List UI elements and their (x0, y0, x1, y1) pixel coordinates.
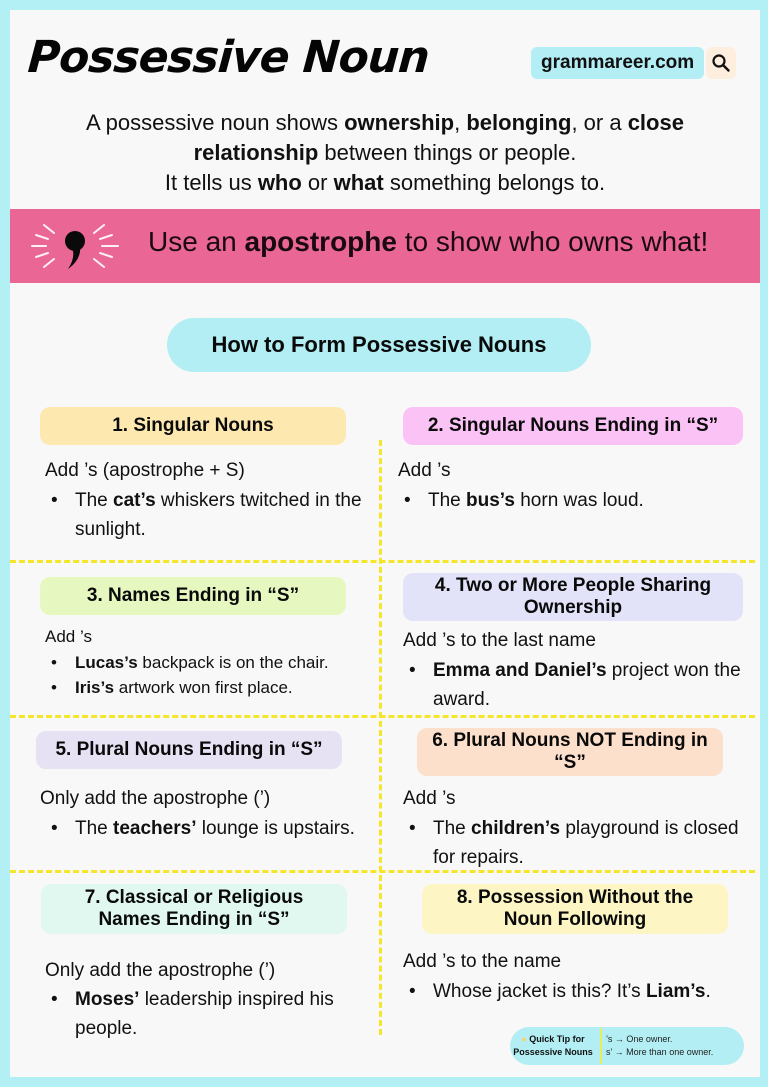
intro-text: A possessive noun shows (86, 110, 345, 135)
intro-bold: what (333, 170, 384, 195)
rule-heading-text: 3. Names Ending in “S” (86, 585, 300, 606)
tip-divider (600, 1028, 602, 1064)
rule-heading-text: 8. Possession Without the Noun Following (456, 887, 694, 930)
example-text: The (428, 490, 467, 511)
example-text: Whose jacket is this? It’s (433, 981, 646, 1002)
intro-line-2 (10, 138, 760, 168)
example-text: leadership inspired his people. (75, 989, 334, 1039)
rule-example-5 (45, 814, 365, 843)
rule-heading-7 (41, 884, 347, 934)
example-text: horn was loud. (514, 490, 644, 511)
tip-label-text: Quick Tip for (529, 1034, 585, 1044)
intro-text: , or a (571, 110, 628, 135)
bullet-icon: • (409, 660, 416, 681)
intro-text: It tells us (164, 170, 258, 195)
rule-description-6: Add ’s (403, 788, 456, 809)
rule-example-7 (45, 985, 375, 1043)
comma-burst-icon (14, 211, 134, 281)
rule-heading-3 (40, 577, 346, 615)
intro-line-1 (10, 108, 760, 138)
section-heading: How to Form Possessive Nouns (167, 318, 591, 372)
tip-label-line-2: Possessive Nouns (513, 1047, 593, 1057)
intro-text: something belongs to. (383, 170, 606, 195)
vertical-divider (379, 440, 382, 1035)
apostrophe-banner (10, 209, 760, 283)
rule-heading-4 (403, 573, 743, 621)
example-bold: Moses’ (75, 989, 140, 1010)
intro-bold: who (257, 170, 302, 195)
rule-heading-text: 4. Two or More People Sharing Ownership (434, 575, 712, 618)
rule-example-1 (45, 486, 365, 544)
rule-example-3a (45, 650, 405, 675)
search-icon[interactable] (706, 47, 736, 79)
bullet-icon: • (51, 490, 58, 511)
bullet-icon: • (409, 981, 416, 1002)
rule-heading-5 (36, 731, 342, 769)
rule-example-8 (403, 977, 768, 1006)
example-bold: bus’s (466, 490, 515, 511)
bullet-icon: • (51, 678, 57, 697)
rule-description-2: Add ’s (398, 460, 451, 481)
example-bold: teachers’ (113, 818, 197, 839)
rule-heading-text: 5. Plural Nouns Ending in “S” (55, 739, 323, 760)
bullet-icon: • (51, 818, 58, 839)
rule-example-3b (45, 675, 405, 700)
example-text: The (75, 490, 114, 511)
intro-text: , (454, 110, 467, 135)
banner-text-part: to show who owns what! (396, 226, 709, 257)
intro-bold: belonging (466, 110, 572, 135)
rule-heading-8 (422, 884, 728, 934)
bullet-icon: • (404, 490, 411, 511)
example-text: The (75, 818, 114, 839)
rule-example-6 (403, 814, 753, 872)
banner-text (148, 226, 708, 258)
intro-text: or (301, 170, 334, 195)
site-name[interactable]: grammareer.com (531, 47, 704, 79)
example-bold: Emma and Daniel’s (433, 660, 607, 681)
site-badge[interactable] (531, 47, 736, 79)
quick-tip (510, 1027, 744, 1065)
tip-line-2: s’ → More than one owner. (606, 1047, 714, 1057)
example-bold: Liam’s (645, 981, 706, 1002)
example-text: artwork won first place. (114, 678, 293, 697)
example-text: The (433, 818, 472, 839)
example-bold: cat’s (113, 490, 156, 511)
intro-paragraph (10, 108, 760, 198)
rule-heading-6 (417, 728, 723, 776)
intro-bold: ownership (344, 110, 455, 135)
rule-description-4: Add ’s to the last name (403, 630, 596, 651)
rule-heading-2 (403, 407, 743, 445)
rule-description-1: Add ’s (apostrophe + S) (45, 460, 245, 481)
rule-heading-1 (40, 407, 346, 445)
tip-line-1: ’s → One owner. (606, 1034, 673, 1044)
example-text: backpack is on the chair. (137, 653, 329, 672)
bullet-icon: • (409, 818, 416, 839)
infographic-card (10, 10, 760, 1077)
rule-example-2 (398, 486, 648, 515)
intro-line-3 (10, 168, 760, 198)
horizontal-divider (10, 560, 755, 563)
rule-description-5: Only add the apostrophe (’) (40, 788, 271, 809)
bullet-icon: • (51, 653, 57, 672)
rule-heading-text: 2. Singular Nouns Ending in “S” (427, 415, 719, 436)
intro-bold: relationship (193, 140, 319, 165)
example-text: . (705, 981, 711, 1002)
rule-heading-text: 1. Singular Nouns (112, 415, 274, 436)
tip-label-line-1 (510, 1033, 596, 1046)
rule-heading-text: 6. Plural Nouns NOT Ending in “S” (432, 730, 708, 773)
example-text: playground is closed for repairs. (433, 818, 739, 868)
rule-example-4 (403, 656, 743, 714)
rule-description-7: Only add the apostrophe (’) (45, 960, 276, 981)
example-bold: children’s (471, 818, 561, 839)
horizontal-divider (10, 715, 755, 718)
tip-lines (606, 1033, 713, 1059)
bullet-icon: • (51, 989, 58, 1010)
tip-label (510, 1033, 596, 1059)
banner-bold: apostrophe (244, 226, 397, 257)
example-bold: Iris’s (75, 678, 115, 697)
lightbulb-icon: ● (521, 1034, 527, 1044)
banner-text-part: Use an (148, 226, 245, 257)
page-title: Possessive Noun (26, 32, 431, 83)
intro-text: between things or people. (318, 140, 577, 165)
intro-bold: close (627, 110, 684, 135)
rule-description-3: Add ’s (45, 627, 92, 646)
example-text: project won the award. (433, 660, 741, 710)
rule-description-8: Add ’s to the name (403, 951, 562, 972)
rule-heading-text: 7. Classical or Religious Names Ending in “S” (84, 887, 304, 930)
example-text: lounge is upstairs. (196, 818, 355, 839)
example-bold: Lucas’s (75, 653, 138, 672)
example-text: whiskers twitched in the sunlight. (75, 490, 362, 540)
